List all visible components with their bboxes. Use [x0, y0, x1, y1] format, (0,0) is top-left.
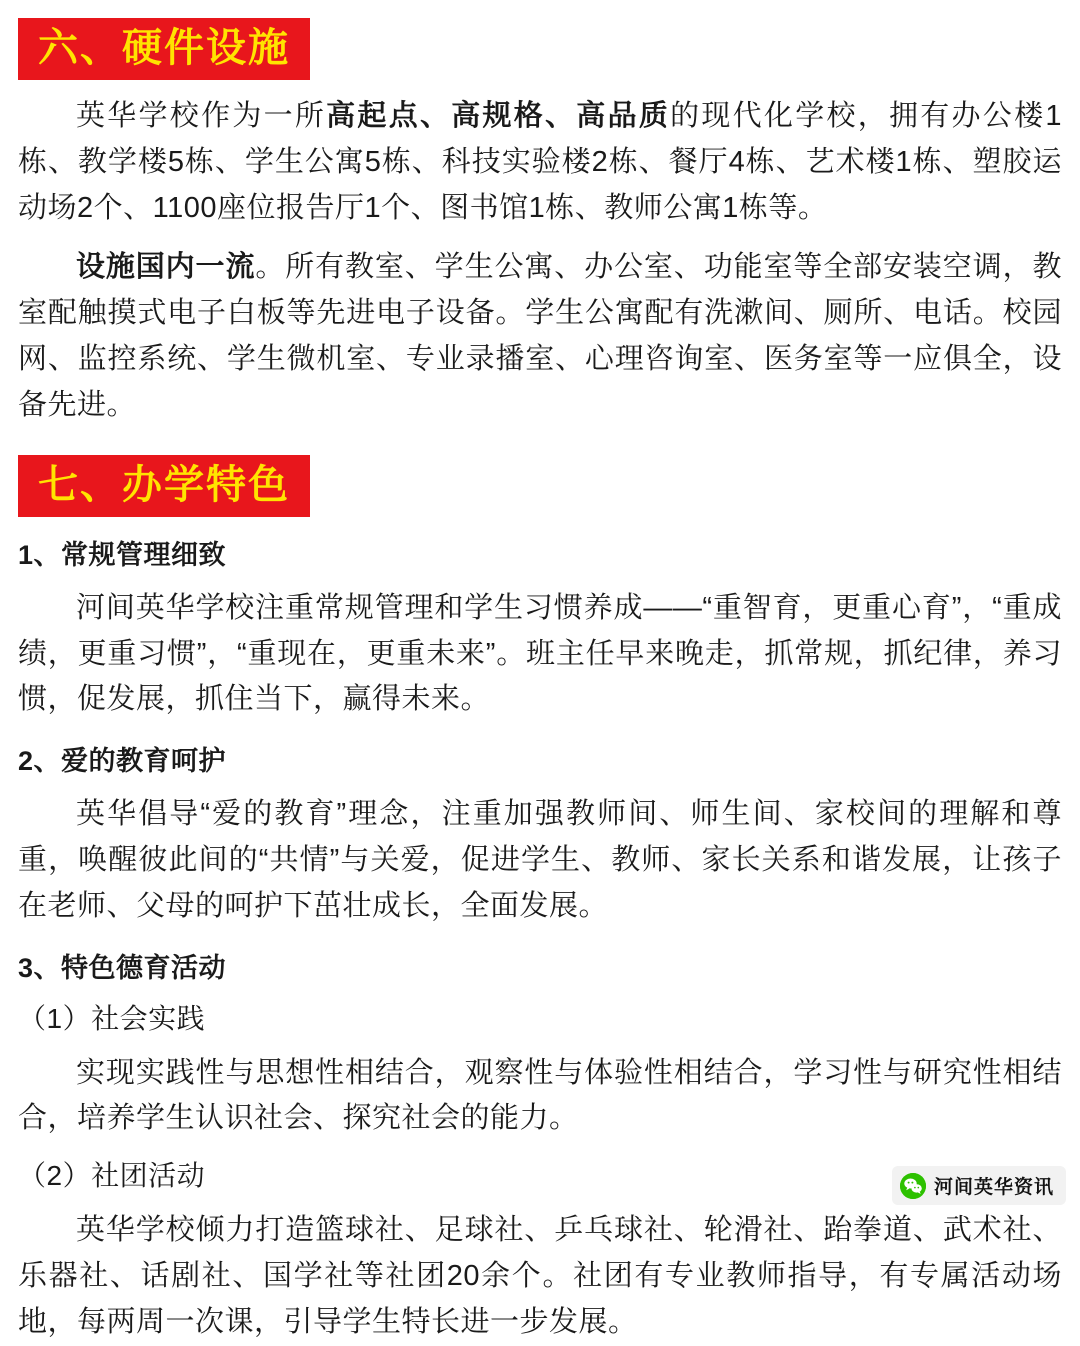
para1-seg3: 的现代化学校，拥有办公楼1栋、教学楼5栋、学生公寓5栋、科技实验楼2栋、餐厅4栋、艺术楼1栋、塑胶运动场2个、1100座位报告厅1个、图书馆1栋、教师公寓1栋等。 [18, 100, 1062, 224]
section-six-paragraph-2 [18, 245, 1062, 428]
section-seven-item-2-body: 英华倡导“爱的教育”理念，注重加强教师间、师生间、家校间的理解和尊重，唤醒彼此间的“共情”与关爱，促进学生、教师、家长关系和谐发展，让孩子在老师、父母的呵护下茁壮成长，全面发展。 [18, 798, 1062, 922]
para2-seg1-bold: 设施国内一流 [76, 251, 256, 284]
section-six-banner: 六、硬件设施 [18, 18, 310, 80]
wechat-account-name: 河间英华资讯 [933, 1177, 1054, 1198]
section-six-paragraph-1 [18, 94, 1062, 231]
section-seven-subitem-2-label: （2）社团活动 [18, 1160, 206, 1192]
section-seven-subitem-1-label: （1）社会实践 [18, 1002, 206, 1034]
section-seven-item-3-heading: 3、特色德育活动 [18, 952, 227, 983]
para2-seg2: 。所有教室、学生公寓、办公室、功能室等全部安装空调，教室配触摸式电子白板等先进电子设备。学生公寓配有洗漱间、厕所、电话。校园网、监控系统、学生微机室、专业录播室、心理咨询室、医务室等一应俱全，设备先进。 [18, 251, 1062, 421]
section-seven-item-1-heading: 1、常规管理细致 [18, 539, 227, 570]
section-six [0, 0, 1080, 80]
section-seven-item-2-heading: 2、爱的教育呵护 [18, 746, 227, 777]
para1-seg2-bold: 高起点、高规格、高品质 [326, 100, 671, 132]
section-seven-subitem-2-body: 英华学校倾力打造篮球社、足球社、乒乓球社、轮滑社、跆拳道、武术社、乐器社、话剧社、国学社等社团20余个。社团有专业教师指导，有专属活动场地，每两周一次课，引导学生特长进一步发展。 [18, 1214, 1062, 1338]
section-seven-banner: 七、办学特色 [18, 455, 310, 517]
wechat-account-badge[interactable] [892, 1166, 1066, 1205]
section-seven-subitem-1-body: 实现实践性与思想性相结合，观察性与体验性相结合，学习性与研究性相结合，培养学生认识社会、探究社会的能力。 [18, 1056, 1062, 1135]
section-seven [0, 429, 1080, 517]
section-seven-item-1-body: 河间英华学校注重常规管理和学生习惯养成——“重智育，更重心育”，“重成绩，更重习惯”，“重现在，更重未来”。班主任早来晚走，抓常规，抓纪律，养习惯，促发展，抓住当下，赢得未来。 [18, 591, 1062, 716]
wechat-icon [900, 1173, 926, 1199]
para1-seg1: 英华学校作为一所 [76, 100, 327, 132]
